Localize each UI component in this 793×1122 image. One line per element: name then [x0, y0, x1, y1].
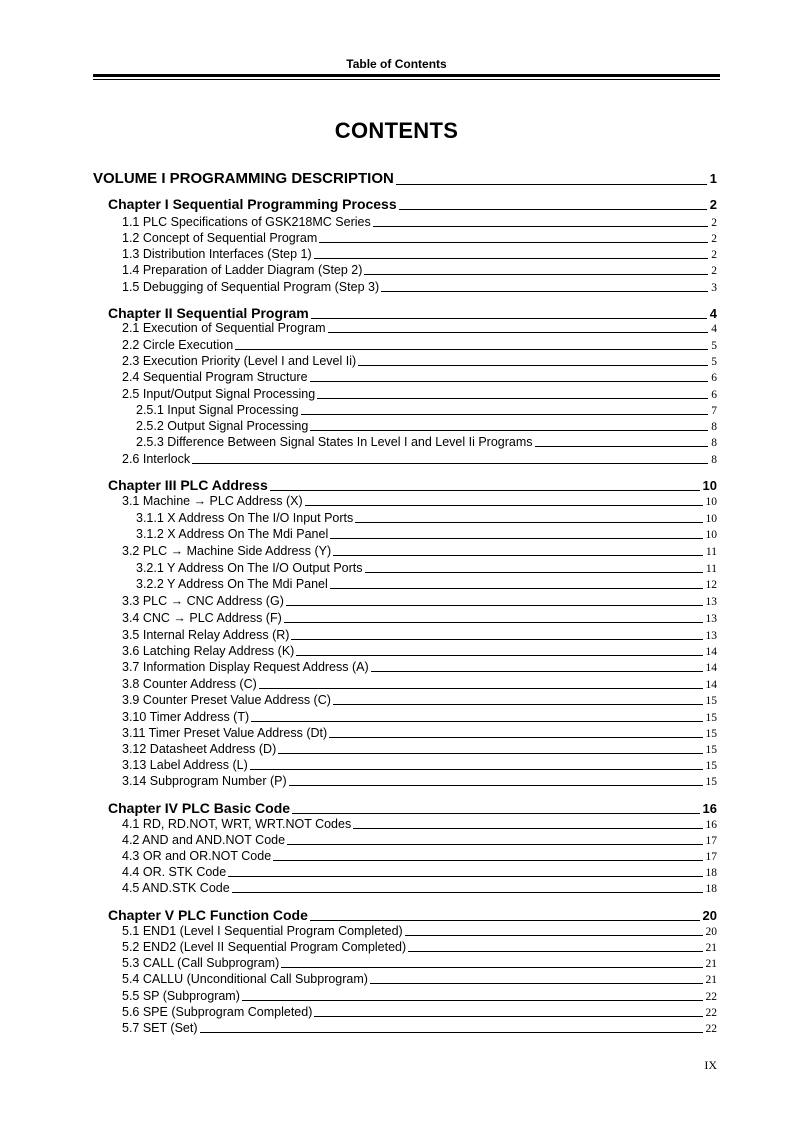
toc-entry-title: 5.1 END1 (Level I Sequential Program Completed) — [122, 924, 403, 938]
toc-entry[interactable] — [136, 403, 717, 417]
toc-entry-title: 5.5 SP (Subprogram) — [122, 989, 240, 1003]
page-title: CONTENTS — [334, 118, 459, 143]
toc-entry[interactable] — [136, 419, 717, 433]
toc-entry-title: Chapter III PLC Address — [108, 477, 268, 493]
toc-entry-title: 5.2 END2 (Level II Sequential Program Completed) — [122, 940, 407, 954]
toc-leader-line — [317, 398, 708, 399]
toc-entry-title: 2.1 Execution of Sequential Program — [122, 321, 326, 335]
toc-leader-line — [314, 1016, 702, 1017]
toc-leader-line — [259, 688, 703, 689]
toc-entry-page: 21 — [705, 958, 717, 970]
toc-entry[interactable] — [122, 644, 717, 658]
toc-leader-line — [281, 967, 702, 968]
toc-leader-line — [278, 753, 702, 754]
toc-entry-title: 3.14 Subprogram Number (P) — [122, 774, 287, 788]
toc-entry[interactable] — [108, 800, 717, 816]
toc-entry[interactable] — [108, 477, 717, 493]
toc-entry-title: 2.5.1 Input Signal Processing — [136, 403, 299, 417]
toc-entry-title: 3.3 PLC → CNC Address (G) — [122, 594, 284, 608]
toc-leader-line — [250, 769, 703, 770]
toc-entry-page: 6 — [711, 372, 717, 384]
toc-entry-page: 5 — [711, 340, 717, 352]
toc-entry[interactable] — [122, 452, 717, 466]
toc-entry-title: 3.1.1 X Address On The I/O Input Ports — [136, 511, 354, 525]
toc-entry-page: 14 — [705, 646, 717, 658]
toc-entry[interactable] — [122, 338, 717, 352]
toc-entry[interactable] — [122, 924, 717, 938]
toc-leader-line — [370, 983, 703, 984]
toc-entry-title: 5.3 CALL (Call Subprogram) — [122, 956, 280, 970]
toc-entry-title: 4.4 OR. STK Code — [122, 865, 227, 879]
toc-entry-page: 18 — [705, 883, 717, 895]
toc-leader-line — [329, 737, 702, 738]
toc-leader-line — [355, 522, 702, 523]
toc-entry-page: 4 — [709, 306, 717, 321]
toc-leader-line — [328, 332, 709, 333]
toc-entry-page: 15 — [705, 776, 717, 788]
toc-entry[interactable] — [136, 511, 717, 525]
toc-entry-title: 2.3 Execution Priority (Level I and Level Ii) — [122, 354, 357, 368]
toc-entry-title: Chapter V PLC Function Code — [108, 907, 308, 923]
page-number: IX — [704, 1058, 717, 1072]
toc-leader-line — [381, 291, 708, 292]
toc-leader-line — [305, 505, 703, 506]
toc-entry-page: 8 — [711, 437, 717, 449]
toc-entry[interactable] — [122, 231, 717, 245]
toc-entry-page: 22 — [705, 1023, 717, 1035]
toc-leader-line — [284, 622, 703, 623]
toc-entry-page: 15 — [705, 695, 717, 707]
toc-entry-page: 3 — [711, 282, 717, 294]
toc-entry-title: 3.10 Timer Address (T) — [122, 710, 250, 724]
toc-entry-page: 13 — [705, 596, 717, 608]
toc-leader-line — [291, 639, 702, 640]
toc-entry-title: 5.7 SET (Set) — [122, 1021, 198, 1035]
toc-entry-title: 3.11 Timer Preset Value Address (Dt) — [122, 726, 328, 740]
toc-entry[interactable] — [122, 774, 717, 788]
toc-entry-title: 2.5 Input/Output Signal Processing — [122, 387, 316, 401]
toc-entry[interactable] — [122, 940, 717, 954]
toc-entry[interactable] — [122, 833, 717, 847]
toc-leader-line — [286, 605, 703, 606]
toc-entry[interactable] — [122, 215, 717, 229]
toc-entry-page: 2 — [711, 265, 717, 277]
toc-entry-title: 4.5 AND.STK Code — [122, 881, 230, 895]
toc-leader-line — [405, 935, 703, 936]
toc-entry-page: 10 — [705, 496, 717, 508]
toc-entry-page: 13 — [705, 613, 717, 625]
toc-entry-page: 15 — [705, 712, 717, 724]
toc-leader-line — [319, 242, 708, 243]
toc-entry[interactable] — [122, 726, 717, 740]
toc-entry-title: 5.4 CALLU (Unconditional Call Subprogram) — [122, 972, 368, 986]
toc-entry-page: 14 — [705, 679, 717, 691]
toc-entry-page: 8 — [711, 454, 717, 466]
running-header: Table of Contents — [346, 57, 447, 71]
toc-entry-page: 8 — [711, 421, 717, 433]
toc-entry-title: 3.2.2 Y Address On The Mdi Panel — [136, 577, 328, 591]
toc-entry-title: 1.4 Preparation of Ladder Diagram (Step 2) — [122, 263, 363, 277]
toc-entry-page: 1 — [709, 171, 717, 186]
toc-entry[interactable] — [122, 594, 717, 608]
toc-leader-line — [310, 920, 700, 921]
toc-entry[interactable] — [136, 561, 717, 575]
toc-leader-line — [330, 588, 703, 589]
toc-leader-line — [192, 463, 708, 464]
toc-leader-line — [310, 381, 709, 382]
toc-entry[interactable] — [122, 1005, 717, 1019]
toc-entry-title: 2.5.3 Difference Between Signal States In Level I and Level Ii Programs — [136, 435, 533, 449]
toc-entry[interactable] — [93, 170, 717, 187]
toc-entry-page: 15 — [705, 728, 717, 740]
toc-entry-title: 3.7 Information Display Request Address (A) — [122, 660, 369, 674]
toc-entry-title: 3.8 Counter Address (C) — [122, 677, 257, 691]
toc-entry[interactable] — [122, 370, 717, 384]
toc-entry-title: 3.1.2 X Address On The Mdi Panel — [136, 527, 329, 541]
toc-entry[interactable] — [122, 660, 717, 674]
toc-entry-title: 3.5 Internal Relay Address (R) — [122, 628, 290, 642]
toc-entry[interactable] — [122, 1021, 717, 1035]
toc-entry-page: 2 — [711, 233, 717, 245]
toc-entry-title: 2.2 Circle Execution — [122, 338, 234, 352]
toc-leader-line — [396, 184, 707, 185]
toc-leader-line — [333, 704, 703, 705]
toc-entry[interactable] — [122, 758, 717, 772]
toc-leader-line — [287, 844, 702, 845]
toc-entry-page: 20 — [705, 926, 717, 938]
toc-entry[interactable] — [136, 435, 717, 449]
toc-entry-title: 1.2 Concept of Sequential Program — [122, 231, 318, 245]
toc-leader-line — [399, 209, 707, 210]
toc-entry[interactable] — [122, 742, 717, 756]
toc-leader-line — [292, 813, 699, 814]
toc-entry-title: 5.6 SPE (Subprogram Completed) — [122, 1005, 313, 1019]
toc-entry-page: 16 — [702, 801, 717, 816]
toc-entry[interactable] — [122, 865, 717, 879]
toc-entry-title: 4.3 OR and OR.NOT Code — [122, 849, 272, 863]
toc-entry[interactable] — [122, 247, 717, 261]
toc-entry[interactable] — [122, 628, 717, 642]
toc-entry-page: 2 — [711, 249, 717, 261]
toc-entry-page: 2 — [709, 197, 717, 212]
toc-entry-page: 15 — [705, 744, 717, 756]
toc-leader-line — [364, 274, 708, 275]
toc-leader-line — [270, 490, 700, 491]
toc-leader-line — [289, 785, 703, 786]
toc-leader-line — [200, 1032, 703, 1033]
toc-leader-line — [408, 951, 702, 952]
toc-entry[interactable] — [122, 849, 717, 863]
toc-entry-title: 2.5.2 Output Signal Processing — [136, 419, 309, 433]
toc-entry[interactable] — [122, 881, 717, 895]
toc-leader-line — [358, 365, 708, 366]
toc-entry[interactable] — [122, 972, 717, 986]
toc-entry[interactable] — [122, 354, 717, 368]
toc-leader-line — [273, 860, 702, 861]
toc-entry-page: 10 — [705, 513, 717, 525]
toc-leader-line — [310, 430, 708, 431]
toc-entry-title: 3.2 PLC → Machine Side Address (Y) — [122, 544, 332, 558]
toc-entry-page: 22 — [705, 991, 717, 1003]
toc-entry-page: 7 — [711, 405, 717, 417]
toc-entry-page: 17 — [705, 835, 717, 847]
toc-leader-line — [242, 1000, 703, 1001]
toc-entry[interactable] — [122, 817, 717, 831]
toc-entry-page: 22 — [705, 1007, 717, 1019]
toc-entry-title: 4.1 RD, RD.NOT, WRT, WRT.NOT Codes — [122, 817, 352, 831]
toc-entry-page: 14 — [705, 662, 717, 674]
toc-entry-title: 3.12 Datasheet Address (D) — [122, 742, 277, 756]
toc-leader-line — [251, 721, 702, 722]
toc-entry-title: Chapter II Sequential Program — [108, 305, 309, 321]
toc-entry-page: 17 — [705, 851, 717, 863]
toc-leader-line — [373, 226, 709, 227]
toc-entry[interactable] — [122, 280, 717, 294]
toc-entry[interactable] — [122, 321, 717, 335]
toc-entry-page: 10 — [705, 529, 717, 541]
toc-entry-title: 4.2 AND and AND.NOT Code — [122, 833, 286, 847]
toc-entry-title: 2.6 Interlock — [122, 452, 191, 466]
toc-entry-title: Chapter I Sequential Programming Process — [108, 196, 397, 212]
toc-entry-title: 3.6 Latching Relay Address (K) — [122, 644, 295, 658]
toc-entry[interactable] — [122, 710, 717, 724]
toc-leader-line — [353, 828, 702, 829]
toc-entry[interactable] — [136, 527, 717, 541]
toc-entry-page: 15 — [705, 760, 717, 772]
toc-leader-line — [228, 876, 702, 877]
toc-leader-line — [235, 349, 708, 350]
toc-entry-title: 3.1 Machine → PLC Address (X) — [122, 494, 303, 508]
toc-entry-title: 3.9 Counter Preset Value Address (C) — [122, 693, 331, 707]
toc-leader-line — [232, 892, 703, 893]
toc-entry[interactable] — [122, 544, 717, 558]
toc-leader-line — [535, 446, 709, 447]
toc-entry-title: 1.1 PLC Specifications of GSK218MC Series — [122, 215, 371, 229]
toc-leader-line — [311, 318, 707, 319]
toc-entry[interactable] — [108, 305, 717, 321]
toc-leader-line — [330, 538, 702, 539]
toc-leader-line — [314, 258, 709, 259]
toc-entry-title: 2.4 Sequential Program Structure — [122, 370, 308, 384]
toc-entry-page: 6 — [711, 389, 717, 401]
toc-entry-page: 21 — [705, 942, 717, 954]
toc-entry[interactable] — [122, 693, 717, 707]
toc-entry-page: 10 — [702, 478, 717, 493]
toc-entry[interactable] — [122, 677, 717, 691]
toc-entry-title: 3.2.1 Y Address On The I/O Output Ports — [136, 561, 363, 575]
toc-entry-title: 1.5 Debugging of Sequential Program (Step 3) — [122, 280, 380, 294]
toc-entry-page: 21 — [705, 974, 717, 986]
toc-entry-page: 5 — [711, 356, 717, 368]
toc-leader-line — [301, 414, 709, 415]
toc-leader-line — [371, 671, 703, 672]
toc-entry-title: Chapter IV PLC Basic Code — [108, 800, 291, 816]
toc-entry[interactable] — [122, 387, 717, 401]
toc-leader-line — [365, 572, 703, 573]
toc-leader-line — [296, 655, 702, 656]
toc-entry-title: 3.4 CNC → PLC Address (F) — [122, 611, 282, 625]
toc-entry-title: 3.13 Label Address (L) — [122, 758, 248, 772]
toc-entry[interactable] — [108, 907, 717, 923]
toc-entry-page: 12 — [705, 579, 717, 591]
toc-entry[interactable] — [108, 196, 717, 212]
toc-entry[interactable] — [122, 956, 717, 970]
toc-entry[interactable] — [122, 263, 717, 277]
toc-entry[interactable] — [122, 494, 717, 508]
toc-entry-page: 20 — [702, 908, 717, 923]
toc-entry-page: 4 — [711, 323, 717, 335]
toc-entry[interactable] — [136, 577, 717, 591]
toc-entry[interactable] — [122, 989, 717, 1003]
toc-entry-page: 11 — [705, 563, 717, 575]
toc-entry-page: 2 — [711, 217, 717, 229]
toc-entry-page: 11 — [705, 546, 717, 558]
toc-entry-page: 16 — [705, 819, 717, 831]
toc-entry[interactable] — [122, 611, 717, 625]
toc-entry-title: VOLUME I PROGRAMMING DESCRIPTION — [93, 170, 394, 187]
toc-entry-title: 1.3 Distribution Interfaces (Step 1) — [122, 247, 312, 261]
toc-entry-page: 18 — [705, 867, 717, 879]
toc-entry-page: 13 — [705, 630, 717, 642]
toc-leader-line — [333, 555, 703, 556]
